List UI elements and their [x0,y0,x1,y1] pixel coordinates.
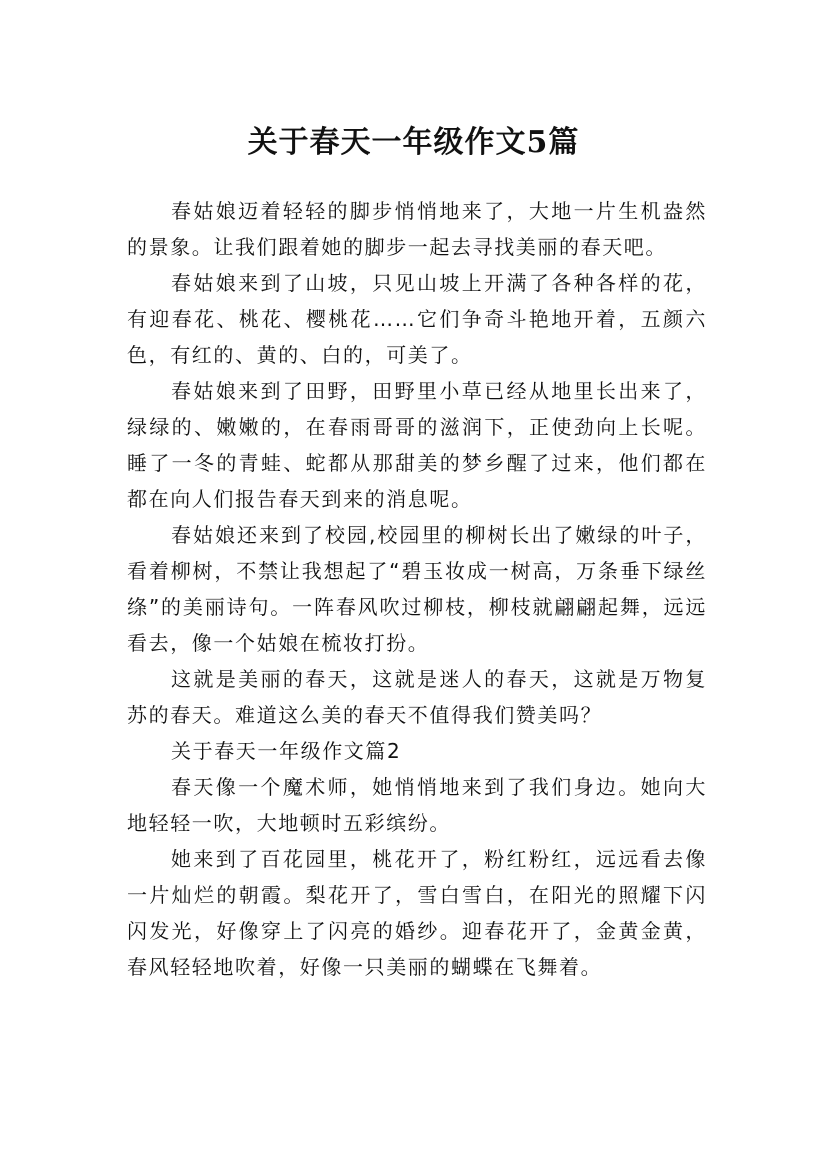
document-title: 关于春天一年级作文5篇 [247,125,580,161]
paragraph-2: 春姑娘来到了山坡，只见山坡上开满了各种各样的花，有迎春花、桃花、樱桃花……它们争奇斗艳地开着，五颜六色，有红的、黄的、白的，可美了。 [127,271,707,367]
paragraph-6: 春天像一个魔术师，她悄悄地来到了我们身边。她向大地轻轻一吹，大地顿时五彩缤纷。 [127,775,707,835]
paragraph-5: 这就是美丽的春天，这就是迷人的春天，这就是万物复苏的春天。难道这么美的春天不值得我们赞美吗？ [127,667,707,727]
paragraph-4: 春姑娘还来到了校园,校园里的柳树长出了嫩绿的叶子，看着柳树，不禁让我想起了“碧玉妆成一树高，万条垂下绿丝绦”的美丽诗句。一阵春风吹过柳枝，柳枝就翩翩起舞，远远看去，像一个姑娘在梳妆打扮。 [127,523,707,655]
paragraph-3: 春姑娘来到了田野，田野里小草已经从地里长出来了，绿绿的、嫩嫩的，在春雨哥哥的滋润下，正使劲向上长呢。睡了一冬的青蛙、蛇都从那甜美的梦乡醒了过来，他们都在都在向人们报告春天到来的消息呢。 [127,379,707,511]
paragraph-1: 春姑娘迈着轻轻的脚步悄悄地来了，大地一片生机盎然的景象。让我们跟着她的脚步一起去寻找美丽的春天吧。 [127,199,707,259]
section-heading-2: 关于春天一年级作文篇2 [171,739,402,763]
paragraph-7: 她来到了百花园里，桃花开了，粉红粉红，远远看去像一片灿烂的朝霞。梨花开了，雪白雪白，在阳光的照耀下闪闪发光，好像穿上了闪亮的婚纱。迎春花开了，金黄金黄，春风轻轻地吹着，好像一只美丽的蝴蝶在飞舞着。 [127,847,707,979]
document-body [127,193,707,985]
